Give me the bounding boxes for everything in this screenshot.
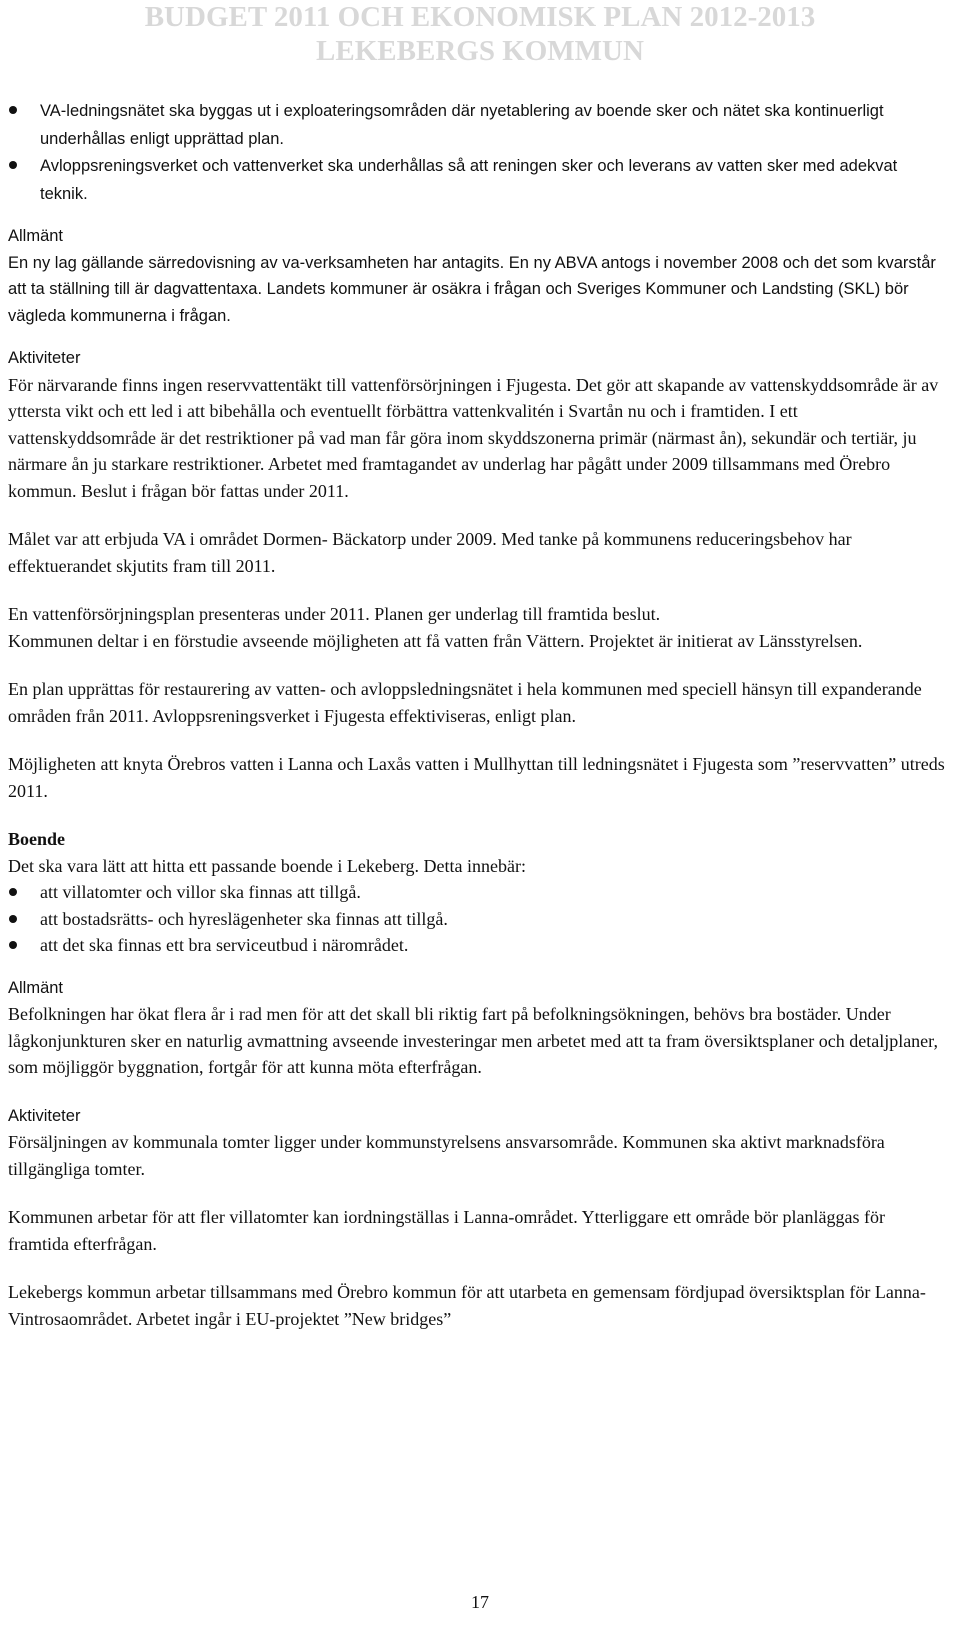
paragraph-water-plan: En vattenförsörjningsplan presenteras under 2011. Planen ger underlag till framtida beslut. <box>8 604 661 624</box>
bullet-icon <box>9 915 17 923</box>
list-item: VA-ledningsnätet ska byggas ut i exploateringsområden där nyetablering av boende sker och nätet ska kontinuerligt underhållas enligt upprättad plan. <box>8 97 948 152</box>
list-item: att villatomter och villor ska finnas att tillgå. <box>8 879 948 906</box>
va-activities-text: För närvarande finns ingen reservvattentäkt till vattenförsörjningen i Fjugesta. Det gör att skapande av vattenskyddsområde är av yttersta vikt och ett led i att bibehålla och eventuellt förbättra vattenkvalitén i Svartån nu och i framtiden. I ett vattenskyddsområde är det restriktioner på vad man får göra inom skyddszonerna primär (närmast ån), sekundär och tertiär, ju närmare ån ju starkare restriktioner. Arbetet med framtagandet av underlag har pågått under 2009 tillsammans med Örebro kommun. Beslut i frågan bör fattas under 2011. <box>8 374 939 501</box>
va-general-text: En ny lag gällande särredovisning av va-verksamheten har antagits. En ny ABVA antogs i november 2008 och det som kvarstår att ta ställning till är dagvattentaxa. Landets kommuner är osäkra i frågan och Sveriges Kommuner och Landsting (SKL) bör vägleda kommunerna i frågan. <box>8 253 936 325</box>
document-header <box>0 0 960 68</box>
housing-heading: Boende <box>8 829 66 849</box>
page-number: 17 <box>471 1592 489 1612</box>
list-item: att det ska finnas ett bra serviceutbud i närområdet. <box>8 932 948 959</box>
bullet-icon <box>9 106 17 114</box>
paragraph-orebro-cooperation: Lekebergs kommun arbetar tillsammans med Örebro kommun för att utarbeta en gemensam fördjupad översiktsplan för Lanna-Vintrosaområdet. Arbetet ingår i EU-projektet ”New bridges” <box>8 1282 926 1329</box>
page-content <box>8 97 948 1332</box>
housing-intro: Det ska vara lätt att hitta ett passande boende i Lekeberg. Detta innebär: <box>8 855 526 876</box>
paragraph-dormen: Målet var att erbjuda VA i området Dormen- Bäckatorp under 2009. Med tanke på kommunens reduceringsbehov har effektuerandet skjutits fram till 2011. <box>8 529 852 576</box>
list-item: Avloppsreningsverket och vattenverket ska underhållas så att reningen sker och leverans av vatten sker med adekvat teknik. <box>8 152 948 207</box>
paragraph-lanna: Kommunen arbetar för att fler villatomter kan iordningställas i Lanna-området. Ytterliggare ett område bör planläggas för framtida efterfrågan. <box>8 1207 886 1254</box>
paragraph-reserve-water: Möjligheten att knyta Örebros vatten i Lanna och Laxås vatten i Mullhyttan till ledningsnätet i Fjugesta som ”reservvatten” utreds 2011. <box>8 754 945 801</box>
header-subtitle: LEKEBERGS KOMMUN <box>316 35 644 67</box>
va-activities-heading: Aktiviteter <box>8 349 81 367</box>
bullet-icon <box>9 161 17 169</box>
paragraph-restoration: En plan upprättas för restaurering av vatten- och avloppsledningsnätet i hela kommunen med speciell hänsyn till expanderande områden från 2011. Avloppsreningsverket i Fjugesta effektiviseras, enligt plan. <box>8 679 922 726</box>
bullet-icon <box>9 941 17 949</box>
housing-activities-heading: Aktiviteter <box>8 1106 81 1125</box>
housing-bullet-list <box>8 879 948 959</box>
housing-activities-text: Försäljningen av kommunala tomter ligger under kommunstyrelsens ansvarsområde. Kommunen ska aktivt marknadsföra tillgängliga tomter. <box>8 1132 885 1179</box>
va-general-heading: Allmänt <box>8 227 64 245</box>
housing-general-text: Befolkningen har ökat flera år i rad men för att det skall bli riktig fart på befolkningsökningen, behövs bra bostäder. Under lågkonjunkturen sker en naturlig avmattning avseende investeringar men arbetet med att ta fram översiktsplaner och detaljplaner, som möjliggör byggnation, fortgår för att kunna möta efterfrågan. <box>8 1004 938 1077</box>
bullet-icon <box>9 888 17 896</box>
housing-general-heading: Allmänt <box>8 978 64 997</box>
list-item: att bostadsrätts- och hyreslägenheter ska finnas att tillgå. <box>8 906 948 933</box>
header-title: BUDGET 2011 OCH EKONOMISK PLAN 2012-2013 <box>144 1 816 33</box>
intro-bullet-list <box>8 97 948 207</box>
paragraph-vattern-study: Kommunen deltar i en förstudie avseende möjligheten att få vatten från Vättern. Projektet är initierat av Länsstyrelsen. <box>8 630 863 651</box>
